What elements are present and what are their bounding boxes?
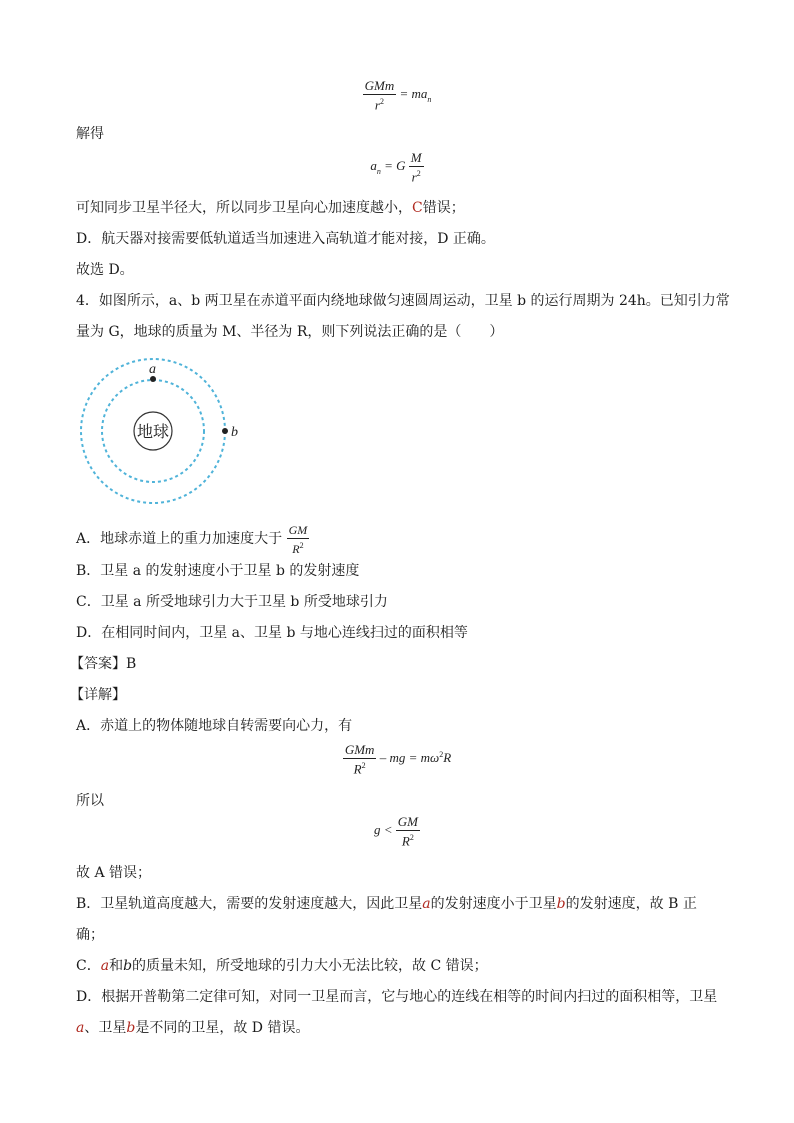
answer-label: 【答案】B — [70, 656, 137, 672]
option-c: C．卫星 a 所受地球引力大于卫星 b 所受地球引力 — [76, 594, 388, 610]
option-d: D．在相同时间内，卫星 a、卫星 b 与地心连线扫过的面积相等 — [76, 625, 468, 641]
fraction — [396, 814, 420, 848]
question-4-line-2: 量为 G，地球的质量为 M、半径为 R，则下列说法正确的是（ ） — [76, 324, 504, 340]
explanation-d-line-2: a、卫星b是不同的卫星，故 D 错误。 — [76, 1020, 310, 1036]
fraction-denominator: $r^2$ — [411, 169, 421, 185]
equation-equator: $\frac{\text{GMm}}{R^2}$ – mg = $m\omega^2R$ — [344, 742, 452, 777]
fraction-numerator: M — [410, 150, 422, 165]
option-a: A．地球赤道上的重力加速度大于 $\frac{GM}{R^2}$ — [76, 523, 308, 556]
detail-label: 【详解】 — [70, 687, 126, 703]
text-a-wrong: 故 A 错误； — [76, 865, 152, 881]
fraction-numerator: GM — [397, 814, 418, 829]
fraction-denominator: $R^2$ — [401, 833, 414, 849]
satellite-b — [222, 428, 228, 434]
text-suoyi: 所以 — [76, 793, 104, 809]
explanation-a: A．赤道上的物体随地球自转需要向心力，有 — [76, 718, 353, 734]
fraction — [363, 78, 397, 112]
question-4-line-1: 4．如图所示，a、b 两卫星在赤道平面内绕地球做匀速圆周运动，卫星 b 的运行周期为 24h。已知引力常 — [76, 293, 730, 309]
equation-rhs: = ma — [399, 86, 428, 102]
fraction-denominator: $R^2$ — [353, 761, 366, 777]
fraction — [343, 742, 377, 776]
earth-label: 地球 — [136, 422, 170, 441]
satellite-b-label: b — [231, 425, 238, 440]
explanation-c: C．a和b的质量未知，所受地球的引力大小无法比较，故 C 错误； — [76, 958, 488, 974]
option-b: B．卫星 a 的发射速度小于卫星 b 的发射速度 — [76, 563, 360, 579]
equation-g-inequality: g < $\frac{GM}{R^2}$ — [374, 814, 418, 849]
text-select-d: 故选 D。 — [76, 262, 134, 278]
fraction — [287, 522, 310, 556]
fraction-numerator: GMm — [344, 742, 375, 757]
explanation-b-line-1: B．卫星轨道高度越大，需要的发射速度越大，因此卫星a的发射速度小于卫星b的发射速度，故 B 正 — [76, 896, 697, 912]
fraction-denominator: $r^2$ — [374, 97, 384, 113]
equation-acceleration: $a_n = G$ $\frac{M}{r^2}$ — [370, 150, 422, 185]
text-jiede: 解得 — [76, 126, 104, 142]
satellite-a-label: a — [149, 362, 156, 377]
explanation-d-line-1: D．根据开普勒第二定律可知，对同一卫星而言，它与地心的连线在相等的时间内扫过的面积相等，卫星 — [76, 989, 718, 1005]
fraction — [409, 150, 424, 184]
fraction-denominator: $R^2$ — [292, 541, 304, 556]
equation-gravity-centripetal: $\frac{\text{GMm}}{r^2}$ = $ma_n$ — [364, 78, 432, 113]
text-d-conclusion: D．航天器对接需要低轨道适当加速进入高轨道才能对接，D 正确。 — [76, 231, 495, 247]
explanation-b-line-2: 确； — [76, 927, 104, 943]
fraction-numerator: GMm — [364, 78, 395, 93]
fraction-numerator: GM — [288, 523, 308, 537]
orbit-diagram — [76, 355, 266, 515]
text-c-conclusion: 可知同步卫星半径大，所以同步卫星向心加速度越小，C错误； — [76, 200, 465, 216]
